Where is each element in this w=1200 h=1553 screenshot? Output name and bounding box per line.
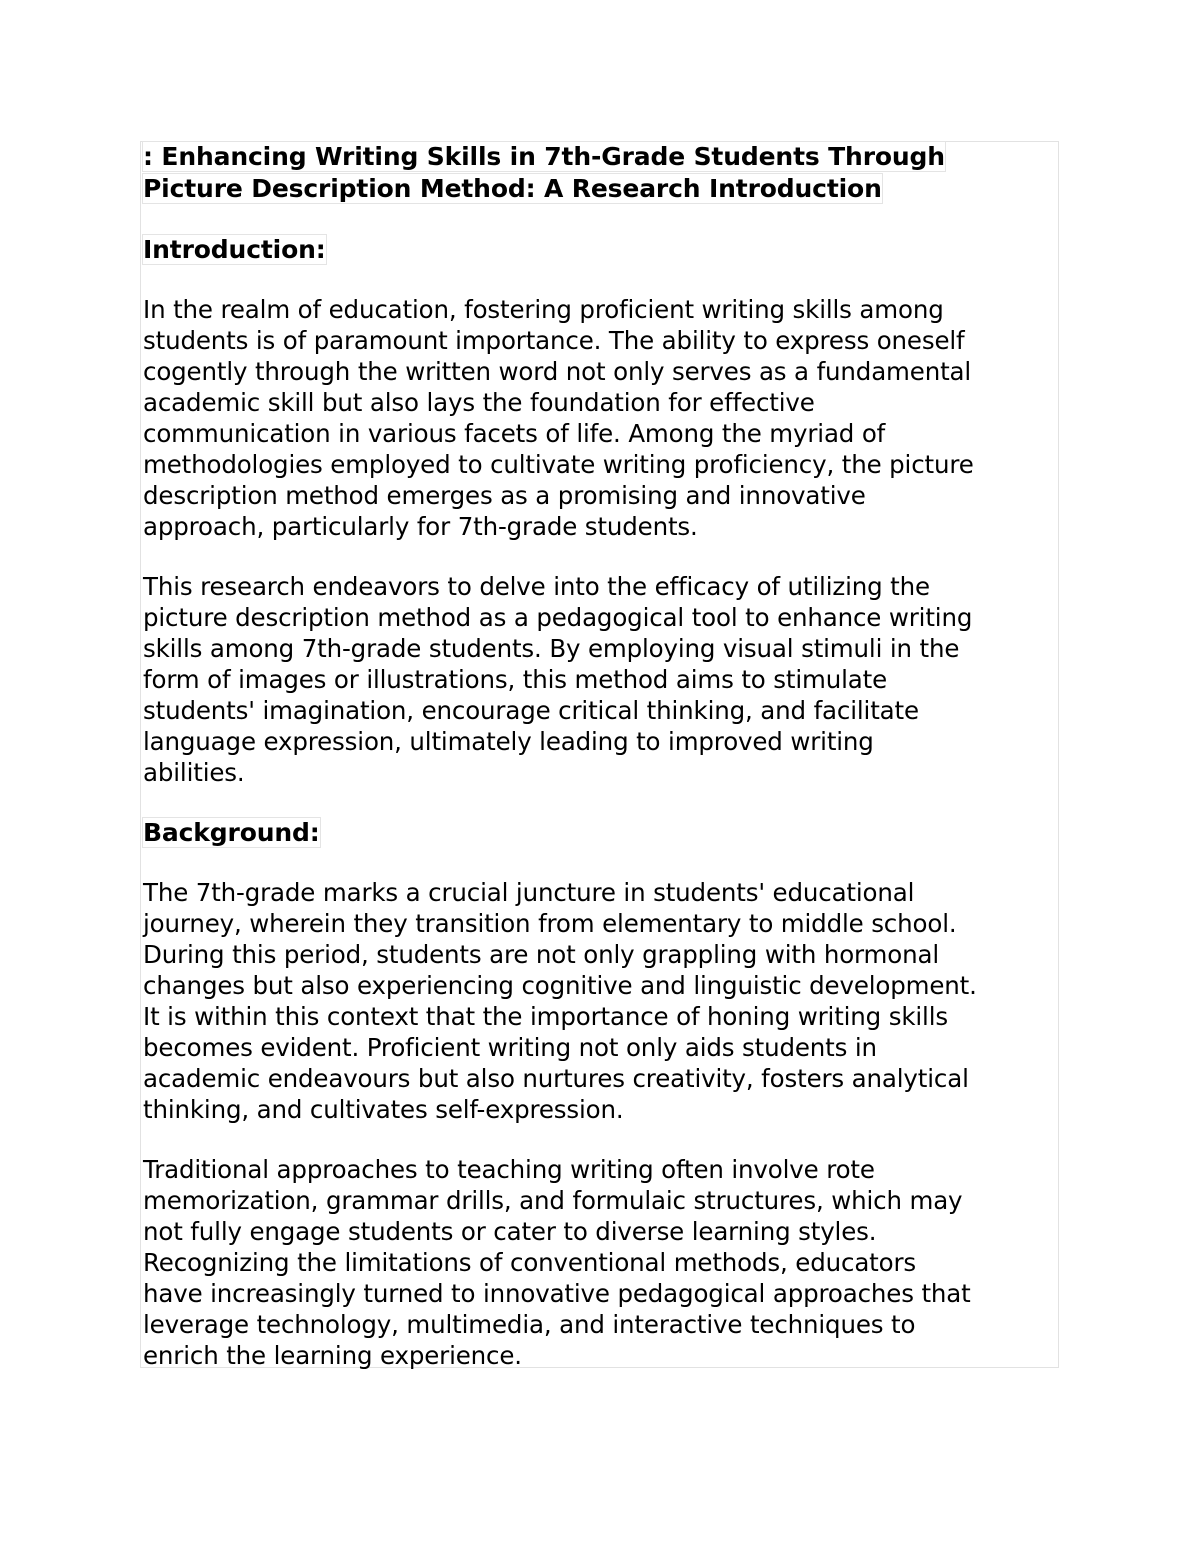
paragraph-line: approach, particularly for 7th-grade students. bbox=[143, 512, 698, 541]
paragraph-line: Recognizing the limitations of conventional methods, educators bbox=[143, 1248, 917, 1277]
paragraph-line: form of images or illustrations, this method aims to stimulate bbox=[143, 665, 887, 694]
paragraph-line: In the realm of education, fostering proficient writing skills among bbox=[143, 295, 944, 324]
heading-text: Background: bbox=[143, 818, 320, 847]
paragraph-line: becomes evident. Proficient writing not only aids students in bbox=[143, 1033, 877, 1062]
paragraph-line: description method emerges as a promising and innovative bbox=[143, 481, 866, 510]
paragraph-line: not fully engage students or cater to diverse learning styles. bbox=[143, 1217, 877, 1246]
paragraph bbox=[143, 571, 1058, 788]
title-line: : Enhancing Writing Skills in 7th-Grade Students Through bbox=[143, 142, 945, 171]
paragraph-line: students' imagination, encourage critical thinking, and facilitate bbox=[143, 696, 919, 725]
section-heading-introduction bbox=[143, 234, 1058, 265]
document-title bbox=[143, 141, 1058, 205]
paragraph-line: skills among 7th-grade students. By employing visual stimuli in the bbox=[143, 634, 960, 663]
paragraph-line: have increasingly turned to innovative pedagogical approaches that bbox=[143, 1279, 971, 1308]
paragraph-line: methodologies employed to cultivate writing proficiency, the picture bbox=[143, 450, 974, 479]
paragraph-line: changes but also experiencing cognitive and linguistic development. bbox=[143, 971, 977, 1000]
paragraph-line: enrich the learning experience. bbox=[143, 1341, 522, 1370]
paragraph-line: thinking, and cultivates self-expression. bbox=[143, 1095, 624, 1124]
document-body bbox=[143, 141, 1058, 1371]
paragraph-line: journey, wherein they transition from elementary to middle school. bbox=[143, 909, 957, 938]
paragraph-line: academic endeavours but also nurtures creativity, fosters analytical bbox=[143, 1064, 969, 1093]
paragraph-line: language expression, ultimately leading to improved writing bbox=[143, 727, 874, 756]
section-heading-background bbox=[143, 817, 1058, 848]
paragraph-line: cogently through the written word not only serves as a fundamental bbox=[143, 357, 972, 386]
paragraph-line: The 7th-grade marks a crucial juncture in students' educational bbox=[143, 878, 915, 907]
paragraph bbox=[143, 1154, 1058, 1371]
paragraph-line: During this period, students are not only grappling with hormonal bbox=[143, 940, 939, 969]
paragraph-line: leverage technology, multimedia, and interactive techniques to bbox=[143, 1310, 916, 1339]
paragraph-line: communication in various facets of life. Among the myriad of bbox=[143, 419, 886, 448]
paragraph-line: memorization, grammar drills, and formulaic structures, which may bbox=[143, 1186, 963, 1215]
paragraph-line: picture description method as a pedagogical tool to enhance writing bbox=[143, 603, 973, 632]
paragraph-line: abilities. bbox=[143, 758, 245, 787]
heading-text: Introduction: bbox=[143, 235, 326, 264]
paragraph-line: students is of paramount importance. The ability to express oneself bbox=[143, 326, 965, 355]
paragraph-line: Traditional approaches to teaching writing often involve rote bbox=[143, 1155, 875, 1184]
paragraph-line: academic skill but also lays the foundation for effective bbox=[143, 388, 815, 417]
paragraph-line: It is within this context that the importance of honing writing skills bbox=[143, 1002, 948, 1031]
paragraph bbox=[143, 294, 1058, 542]
title-line: Picture Description Method: A Research Introduction bbox=[143, 174, 882, 203]
paragraph-line: This research endeavors to delve into the efficacy of utilizing the bbox=[143, 572, 930, 601]
paragraph bbox=[143, 877, 1058, 1125]
